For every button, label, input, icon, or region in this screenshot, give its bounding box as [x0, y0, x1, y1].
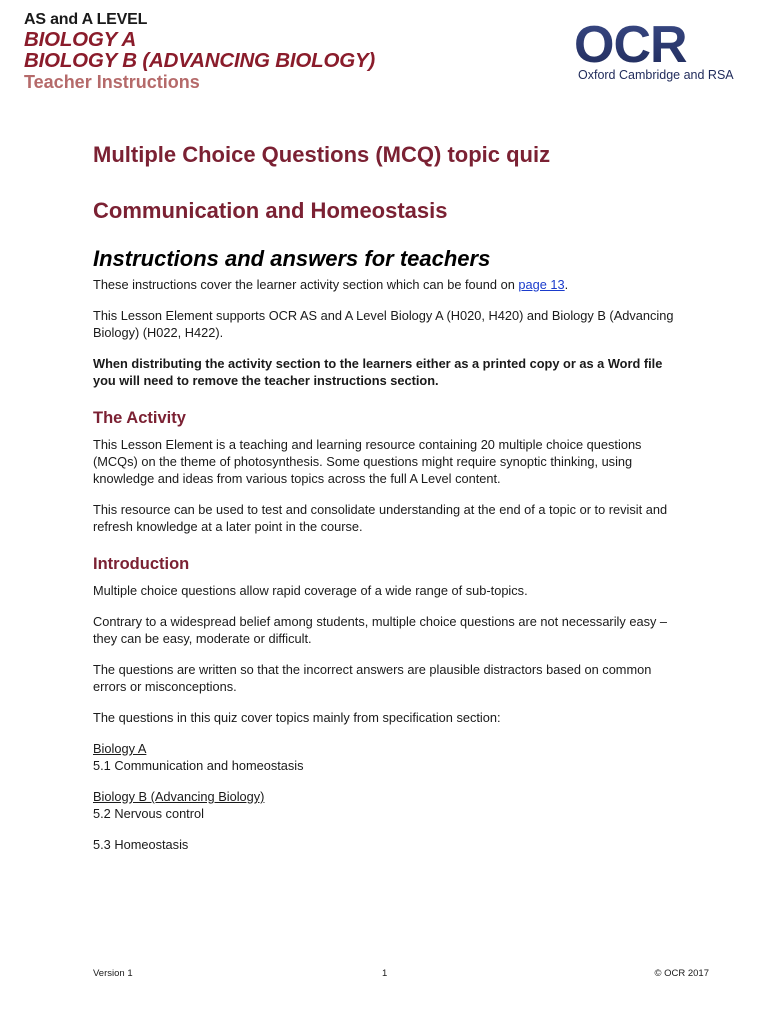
ocr-logo-mark — [574, 20, 738, 66]
footer-copyright: © OCR 2017 — [654, 968, 709, 979]
spec-biology-b-item-2: 5.3 Homeostasis — [93, 837, 189, 852]
intro-text-before: These instructions cover the learner activity section which can be found on — [93, 277, 519, 292]
introduction-heading: Introduction — [93, 555, 190, 573]
ocr-tagline: Oxford Cambridge and RSA — [578, 68, 734, 82]
spec-biology-a-item: 5.1 Communication and homeostasis — [93, 758, 304, 773]
audience-label: Teacher Instructions — [24, 71, 200, 92]
footer-version: Version 1 — [93, 968, 133, 979]
subject-biology-a: BIOLOGY A — [24, 27, 137, 51]
activity-paragraph-1: This Lesson Element is a teaching and learning resource containing 20 multiple choice questions (MCQs) on the theme of photosynthesis. Some questions might require synoptic thinking, using knowledge and ideas from various topics across the full A Level content. — [93, 437, 642, 486]
page-13-link[interactable]: page 13 — [518, 277, 565, 292]
introduction-paragraph-1: Multiple choice questions allow rapid coverage of a wide range of sub-topics. — [93, 583, 528, 598]
qualification-level: AS and A LEVEL — [24, 11, 148, 28]
activity-heading: The Activity — [93, 409, 186, 427]
spec-biology-a-label: Biology A — [93, 741, 147, 756]
spec-biology-b-label: Biology B (Advancing Biology) — [93, 789, 265, 804]
ocr-logo — [574, 20, 738, 82]
page-header — [24, 12, 375, 92]
footer-page-number: 1 — [382, 968, 388, 979]
document-title: Multiple Choice Questions (MCQ) topic quiz — [93, 142, 551, 167]
introduction-paragraph-3: The questions are written so that the incorrect answers are plausible distractors based on common errors or misconceptions. — [93, 662, 652, 694]
teacher-heading: Instructions and answers for teachers — [93, 246, 491, 271]
document-body — [93, 142, 683, 853]
ocr-wordmark: OCR — [574, 20, 687, 66]
distribution-warning: When distributing the activity section to the learners either as a printed copy or as a Word file you will need to remove the teacher instructions section. — [93, 356, 663, 388]
introduction-paragraph-2: Contrary to a widespread belief among students, multiple choice questions are not necessarily easy – they can be easy, moderate or difficult. — [93, 614, 668, 646]
topic-subtitle: Communication and Homeostasis — [93, 198, 448, 223]
activity-paragraph-2: This resource can be used to test and consolidate understanding at the end of a topic or to revisit and refresh knowledge at a later point in the course. — [93, 502, 668, 534]
supports-paragraph: This Lesson Element supports OCR AS and A Level Biology A (H020, H420) and Biology B (Advancing Biology) (H022, H422). — [93, 308, 674, 340]
spec-biology-b-item-1: 5.2 Nervous control — [93, 806, 204, 821]
subject-biology-b: BIOLOGY B (ADVANCING BIOLOGY) — [24, 49, 376, 73]
intro-text-after: . — [564, 277, 569, 292]
intro-paragraph — [93, 276, 683, 293]
introduction-paragraph-4: The questions in this quiz cover topics mainly from specification section: — [93, 710, 501, 725]
